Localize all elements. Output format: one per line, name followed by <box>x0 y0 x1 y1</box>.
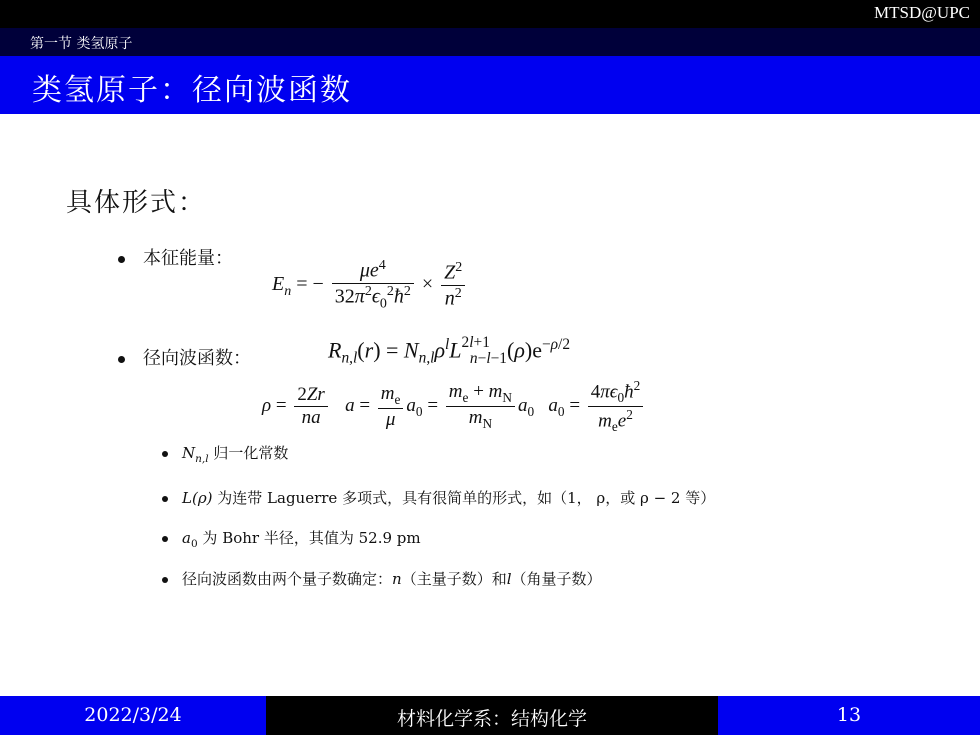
top-bar <box>0 0 980 28</box>
note-quantum-numbers <box>162 568 602 589</box>
bullet-dot <box>118 356 125 363</box>
note-symbol-sub: 0 <box>190 538 198 550</box>
note-text: 归一化常数 <box>213 444 289 462</box>
note-symbol: a <box>182 529 191 547</box>
radial-equation: $R_{n,l}(r) = N_{n,l}\rho^lL^{2l+1}_{n-l-1}(\rho)e^{-\rho/2}$ <box>328 334 571 367</box>
energy-fraction: $\frac{\mu e^4}{32\pi^2\epsilon_0^2ħ^2}$ <box>332 258 414 312</box>
note-l-symbol: l <box>506 570 512 588</box>
bullet-energy <box>118 244 233 270</box>
bullet-dot <box>162 577 168 583</box>
note-n-desc: （主量子数）和 <box>401 570 507 588</box>
note-normalization <box>162 442 288 465</box>
section-title: 第一节 类氢原子 <box>30 36 133 52</box>
title-bar <box>0 56 980 114</box>
footer-page-box <box>718 696 980 735</box>
note-text: 为连带 Laguerre 多项式，具有很简单的形式，如（1， <box>217 489 592 507</box>
bullet-dot <box>162 536 168 542</box>
note-text: 为 Bohr 半径，其值为 52.9 pm <box>202 529 421 547</box>
bullet-dot <box>162 496 168 502</box>
footer-center-box <box>266 696 718 735</box>
bullet-radial <box>118 344 251 370</box>
note-symbol: L(ρ) <box>182 489 213 507</box>
definitions-equation: ρ = $\frac{2Zr}{na}$ a = $\frac{m_e}{\mu}$ $a_0$ = $\frac{m_e + m_N}{m_N}$ $a_0$ $a_0$ = $\frac{4\pi\epsilon_0ħ^2}{m_ee^2}$ <box>262 378 646 435</box>
content-heading: 具体形式： <box>66 188 207 218</box>
slide-title: 类氢原子：径向波函数 <box>32 73 352 108</box>
note-bohr <box>162 527 421 550</box>
note-l-desc: （角量子数） <box>511 570 602 588</box>
note-symbol: N <box>182 444 196 462</box>
note-symbol-sub: n,l <box>195 453 209 465</box>
footer-date-box <box>0 696 266 735</box>
footer-date: 2022/3/24 <box>84 704 182 726</box>
z-fraction: $\frac{Z^2}{n^2}$ <box>441 260 465 310</box>
bullet-dot <box>162 451 168 457</box>
brand-label: MTSD@UPC <box>874 3 970 22</box>
energy-equation: $E_n$ = − $\frac{\mu e^4}{32\pi^2\epsilon_0^2ħ^2}$ × $\frac{Z^2}{n^2}$ <box>272 258 468 312</box>
page-number: 13 <box>836 704 862 726</box>
note-laguerre <box>162 487 715 508</box>
note-tail: ρ，或 ρ − 2 等） <box>596 489 716 507</box>
bullet-radial-label: 径向波函数： <box>143 348 251 369</box>
bullet-energy-label: 本征能量： <box>143 248 233 269</box>
bullet-dot <box>118 256 125 263</box>
note-text: 径向波函数由两个量子数确定： <box>182 570 393 588</box>
footer-center-text: 材料化学系：结构化学 <box>396 708 587 730</box>
note-n-symbol: n <box>392 570 402 588</box>
section-bar <box>0 28 980 56</box>
